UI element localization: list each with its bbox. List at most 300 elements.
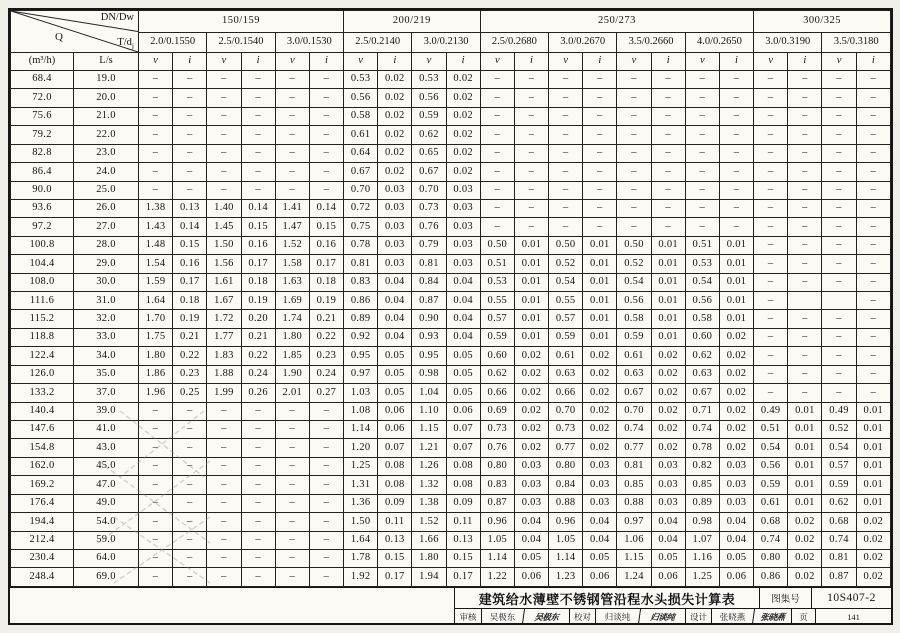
table-cell: 0.02	[378, 71, 412, 89]
table-cell: 0.03	[446, 236, 480, 254]
table-cell: 0.01	[651, 236, 685, 254]
flow-ls-cell: 20.0	[74, 89, 139, 107]
table-cell: –	[549, 181, 583, 199]
table-cell: 0.05	[378, 365, 412, 383]
table-cell: 1.36	[344, 494, 378, 512]
table-cell: 0.02	[856, 568, 890, 587]
i-column-header: i	[514, 53, 548, 71]
table-cell: 0.61	[754, 494, 788, 512]
table-cell: –	[856, 144, 890, 162]
table-cell: –	[549, 218, 583, 236]
table-cell: –	[617, 163, 651, 181]
table-cell: 0.93	[412, 328, 446, 346]
table-cell: 0.02	[446, 126, 480, 144]
table-cell: 1.47	[275, 218, 309, 236]
flow-ls-cell: 22.0	[74, 126, 139, 144]
table-cell: –	[207, 439, 241, 457]
flow-m3h-cell: 115.2	[11, 310, 74, 328]
table-cell: 0.02	[583, 421, 617, 439]
table-cell: –	[241, 126, 275, 144]
table-cell: 0.02	[719, 365, 753, 383]
table-cell: 0.02	[378, 126, 412, 144]
table-cell: –	[309, 476, 343, 494]
table-cell: –	[173, 439, 207, 457]
table-cell: –	[275, 181, 309, 199]
table-cell: –	[275, 568, 309, 587]
table-cell: –	[207, 144, 241, 162]
table-cell: 1.96	[139, 384, 173, 402]
table-cell: –	[139, 402, 173, 420]
table-cell: 0.63	[549, 365, 583, 383]
table-cell: 0.73	[549, 421, 583, 439]
table-cell: 0.56	[617, 292, 651, 310]
table-cell: –	[719, 144, 753, 162]
corner-q-label: Q	[55, 31, 63, 43]
table-cell: 1.25	[685, 568, 719, 587]
table-cell: 1.50	[207, 236, 241, 254]
table-cell: 0.02	[719, 439, 753, 457]
dn-group-header: 200/219	[344, 11, 481, 33]
table-cell: –	[583, 71, 617, 89]
table-cell: 0.02	[719, 328, 753, 346]
flow-ls-cell: 37.0	[74, 384, 139, 402]
table-cell: 0.03	[378, 255, 412, 273]
table-cell: 1.31	[344, 476, 378, 494]
spec-header: 2.0/0.1550	[139, 33, 207, 53]
table-cell: 0.02	[446, 163, 480, 181]
table-cell: 0.11	[446, 513, 480, 531]
table-cell: –	[139, 513, 173, 531]
table-cell: –	[309, 494, 343, 512]
flow-m3h-cell: 126.0	[11, 365, 74, 383]
table-cell: 0.26	[241, 384, 275, 402]
table-cell: 0.02	[514, 384, 548, 402]
flow-m3h-cell: 194.4	[11, 513, 74, 531]
v-column-header: v	[549, 53, 583, 71]
table-cell: 0.11	[378, 513, 412, 531]
table-cell: –	[173, 421, 207, 439]
table-cell: 1.59	[139, 273, 173, 291]
table-cell: 0.01	[788, 476, 822, 494]
table-cell: 0.02	[719, 384, 753, 402]
table-cell: –	[822, 163, 856, 181]
sheet-frame	[8, 8, 893, 625]
table-cell: 1.14	[480, 549, 514, 567]
designer-signature: 张晓燕	[752, 609, 792, 624]
designer-name: 张晓燕	[711, 609, 753, 624]
table-cell: –	[173, 126, 207, 144]
table-cell: –	[617, 218, 651, 236]
table-cell: –	[241, 439, 275, 457]
table-cell: –	[685, 126, 719, 144]
table-cell: 0.61	[617, 347, 651, 365]
table-cell: –	[822, 71, 856, 89]
table-row	[11, 439, 891, 457]
table-cell: –	[207, 568, 241, 587]
table-cell: 0.01	[788, 439, 822, 457]
table-cell: 0.02	[583, 384, 617, 402]
table-cell: –	[719, 107, 753, 125]
flow-m3h-cell: 68.4	[11, 71, 74, 89]
table-cell: –	[719, 199, 753, 217]
v-column-header: v	[754, 53, 788, 71]
table-cell: –	[617, 107, 651, 125]
flow-ls-cell: 28.0	[74, 236, 139, 254]
table-cell: 0.02	[583, 439, 617, 457]
table-cell: –	[241, 494, 275, 512]
table-row	[11, 218, 891, 236]
table-cell: 0.80	[754, 549, 788, 567]
table-cell: 0.59	[412, 107, 446, 125]
table-cell: –	[754, 310, 788, 328]
table-cell: –	[241, 89, 275, 107]
table-cell: 1.72	[207, 310, 241, 328]
table-cell	[788, 292, 822, 310]
table-cell: –	[856, 255, 890, 273]
table-cell: 0.02	[651, 439, 685, 457]
table-cell: 0.04	[583, 513, 617, 531]
table-cell: 0.92	[344, 328, 378, 346]
table-cell: –	[480, 126, 514, 144]
table-cell: –	[241, 71, 275, 89]
table-cell: 0.77	[549, 439, 583, 457]
table-cell: –	[754, 365, 788, 383]
table-cell: –	[139, 568, 173, 587]
table-cell: 0.60	[685, 328, 719, 346]
table-cell: –	[856, 292, 890, 310]
table-cell: –	[685, 144, 719, 162]
table-cell: 0.71	[685, 402, 719, 420]
corner-dn-label: DN/Dw	[100, 12, 134, 23]
table-cell: 0.61	[344, 126, 378, 144]
table-cell: 0.01	[719, 273, 753, 291]
table-cell: –	[788, 71, 822, 89]
table-cell: 0.06	[378, 402, 412, 420]
table-cell: 1.05	[549, 531, 583, 549]
table-cell: –	[275, 457, 309, 475]
table-cell: 0.03	[378, 236, 412, 254]
table-cell: 0.09	[378, 494, 412, 512]
table-cell: –	[856, 89, 890, 107]
table-cell: 0.04	[446, 292, 480, 310]
flow-ls-cell: 24.0	[74, 163, 139, 181]
table-cell: 0.06	[514, 568, 548, 587]
table-cell: 0.02	[583, 347, 617, 365]
table-cell: –	[719, 163, 753, 181]
table-cell: 0.17	[378, 568, 412, 587]
table-cell: –	[856, 126, 890, 144]
table-cell: –	[309, 531, 343, 549]
table-cell: 0.04	[651, 531, 685, 549]
table-cell: 1.70	[139, 310, 173, 328]
table-cell: –	[822, 273, 856, 291]
table-cell: –	[719, 126, 753, 144]
table-cell: –	[139, 71, 173, 89]
table-cell: 0.89	[685, 494, 719, 512]
proofreader-name: 归谈纯	[595, 609, 639, 624]
proofreader-label: 校对	[569, 609, 595, 624]
table-row	[11, 107, 891, 125]
table-cell: 1.08	[344, 402, 378, 420]
table-cell: 0.04	[719, 513, 753, 531]
table-cell: 1.64	[139, 292, 173, 310]
table-cell: 1.21	[412, 439, 446, 457]
table-cell: –	[514, 71, 548, 89]
table-cell: 0.22	[173, 347, 207, 365]
table-cell: –	[480, 181, 514, 199]
table-row	[11, 476, 891, 494]
table-cell: 1.80	[139, 347, 173, 365]
flow-ls-cell: 54.0	[74, 513, 139, 531]
table-cell: 0.02	[719, 421, 753, 439]
table-cell: 0.22	[241, 347, 275, 365]
table-cell: –	[822, 236, 856, 254]
table-cell: 0.01	[514, 255, 548, 273]
table-cell: 0.51	[754, 421, 788, 439]
table-cell: 1.50	[344, 513, 378, 531]
table-cell: –	[788, 236, 822, 254]
table-cell: –	[822, 347, 856, 365]
table-cell: –	[754, 218, 788, 236]
table-cell: 0.50	[549, 236, 583, 254]
table-cell: 0.55	[480, 292, 514, 310]
table-row	[11, 126, 891, 144]
table-cell: 0.19	[309, 292, 343, 310]
table-cell: –	[275, 494, 309, 512]
i-column-header: i	[378, 53, 412, 71]
table-cell: –	[275, 549, 309, 567]
table-cell: 0.01	[651, 292, 685, 310]
spec-header: 3.0/0.1530	[275, 33, 343, 53]
table-cell: –	[856, 347, 890, 365]
table-cell: 0.53	[480, 273, 514, 291]
table-cell: –	[480, 144, 514, 162]
table-cell: –	[275, 107, 309, 125]
table-cell: 0.53	[412, 71, 446, 89]
table-cell: –	[139, 126, 173, 144]
table-cell: –	[754, 199, 788, 217]
flow-m3h-cell: 133.2	[11, 384, 74, 402]
table-cell: –	[685, 107, 719, 125]
flow-m3h-cell: 248.4	[11, 568, 74, 587]
table-cell: 0.49	[822, 402, 856, 420]
table-cell: –	[754, 163, 788, 181]
table-cell: 1.88	[207, 365, 241, 383]
table-cell: –	[549, 107, 583, 125]
flow-m3h-cell: 154.8	[11, 439, 74, 457]
flow-ls-cell: 69.0	[74, 568, 139, 587]
table-cell: 0.54	[549, 273, 583, 291]
designer-label: 设计	[685, 609, 711, 624]
table-cell: –	[275, 126, 309, 144]
table-cell: 0.67	[344, 163, 378, 181]
v-column-header: v	[822, 53, 856, 71]
table-cell: 0.01	[719, 255, 753, 273]
table-cell: 0.50	[480, 236, 514, 254]
table-cell: 1.15	[617, 549, 651, 567]
table-cell: 0.54	[754, 439, 788, 457]
table-cell: 1.40	[207, 199, 241, 217]
flow-m3h-cell: 212.4	[11, 531, 74, 549]
table-cell: –	[139, 494, 173, 512]
table-cell: –	[207, 549, 241, 567]
table-cell: –	[549, 199, 583, 217]
table-cell: 0.02	[446, 71, 480, 89]
table-cell: –	[275, 144, 309, 162]
table-cell: 0.22	[309, 328, 343, 346]
table-cell: –	[788, 126, 822, 144]
table-cell: 0.74	[822, 531, 856, 549]
table-cell: 0.58	[344, 107, 378, 125]
table-cell: 0.15	[378, 549, 412, 567]
table-cell: –	[754, 126, 788, 144]
page-label: 页	[791, 609, 815, 624]
table-cell: 0.03	[446, 218, 480, 236]
table-cell: 0.03	[378, 199, 412, 217]
table-row	[11, 310, 891, 328]
table-cell: 0.60	[480, 347, 514, 365]
i-column-header: i	[856, 53, 890, 71]
table-cell: 1.22	[480, 568, 514, 587]
table-cell: –	[822, 144, 856, 162]
table-cell: –	[207, 513, 241, 531]
table-cell: 0.56	[412, 89, 446, 107]
table-cell: –	[275, 513, 309, 531]
table-cell: 0.87	[480, 494, 514, 512]
table-cell: 0.16	[173, 255, 207, 273]
table-cell: 0.04	[378, 310, 412, 328]
table-cell: 0.01	[788, 421, 822, 439]
table-cell: 0.86	[344, 292, 378, 310]
table-cell: 0.02	[378, 89, 412, 107]
table-cell: 0.04	[378, 292, 412, 310]
spec-header: 2.5/0.2680	[480, 33, 548, 53]
table-cell: 1.66	[412, 531, 446, 549]
table-cell: –	[856, 328, 890, 346]
table-cell: –	[241, 163, 275, 181]
table-cell: 0.01	[788, 494, 822, 512]
table-cell: –	[856, 273, 890, 291]
table-cell: –	[139, 476, 173, 494]
table-cell: 0.17	[173, 273, 207, 291]
flow-ls-cell: 64.0	[74, 549, 139, 567]
table-cell: 0.01	[583, 310, 617, 328]
friction-table	[10, 10, 891, 587]
table-cell: 0.87	[822, 568, 856, 587]
table-cell: –	[754, 292, 788, 310]
table-cell: –	[241, 181, 275, 199]
reviewer-signature: 吴极东	[522, 609, 570, 624]
table-cell: –	[583, 163, 617, 181]
table-cell: 1.63	[275, 273, 309, 291]
table-cell: 1.23	[549, 568, 583, 587]
flow-m3h-cell: 162.0	[11, 457, 74, 475]
table-cell: 0.14	[309, 199, 343, 217]
v-column-header: v	[480, 53, 514, 71]
table-cell: 0.05	[446, 347, 480, 365]
table-cell: 0.05	[514, 549, 548, 567]
table-cell: –	[309, 421, 343, 439]
corner-td-label: $T/d_j$	[117, 37, 134, 51]
table-cell: –	[241, 107, 275, 125]
table-cell: –	[514, 199, 548, 217]
table-row	[11, 181, 891, 199]
i-column-header: i	[173, 53, 207, 71]
table-cell: 0.20	[241, 310, 275, 328]
table-cell: –	[754, 236, 788, 254]
table-cell: –	[856, 218, 890, 236]
table-cell: 0.77	[617, 439, 651, 457]
table-cell: 0.03	[378, 218, 412, 236]
table-cell: 0.15	[241, 218, 275, 236]
table-cell: –	[685, 199, 719, 217]
flow-ls-cell: 34.0	[74, 347, 139, 365]
table-cell: –	[173, 402, 207, 420]
table-cell: 1.52	[275, 236, 309, 254]
table-cell: –	[173, 568, 207, 587]
flow-ls-cell: 43.0	[74, 439, 139, 457]
table-cell: 1.69	[275, 292, 309, 310]
table-cell: 1.78	[344, 549, 378, 567]
table-cell: 0.01	[856, 476, 890, 494]
table-cell: 1.38	[139, 199, 173, 217]
table-cell: 1.06	[617, 531, 651, 549]
flow-m3h-cell: 75.6	[11, 107, 74, 125]
table-cell: –	[583, 218, 617, 236]
table-cell: 0.54	[822, 439, 856, 457]
table-cell: 0.02	[651, 365, 685, 383]
table-cell: –	[139, 549, 173, 567]
table-cell: 1.24	[617, 568, 651, 587]
flow-m3h-cell: 97.2	[11, 218, 74, 236]
table-cell: –	[514, 218, 548, 236]
table-cell: 0.52	[549, 255, 583, 273]
table-cell: –	[241, 568, 275, 587]
table-cell: 0.75	[344, 218, 378, 236]
table-cell: 1.64	[344, 531, 378, 549]
table-cell: 0.73	[480, 421, 514, 439]
table-cell: 0.02	[651, 421, 685, 439]
table-cell: 1.86	[139, 365, 173, 383]
table-cell: 0.96	[549, 513, 583, 531]
table-cell: 0.01	[514, 273, 548, 291]
table-cell: 0.57	[480, 310, 514, 328]
table-cell: –	[309, 144, 343, 162]
table-cell: 0.70	[412, 181, 446, 199]
v-column-header: v	[275, 53, 309, 71]
table-cell: –	[856, 199, 890, 217]
table-cell: 0.57	[549, 310, 583, 328]
table-cell: 0.98	[685, 513, 719, 531]
table-cell: 0.14	[241, 199, 275, 217]
table-cell: 0.02	[583, 365, 617, 383]
i-column-header: i	[719, 53, 753, 71]
table-cell: –	[309, 402, 343, 420]
table-cell: 0.76	[412, 218, 446, 236]
table-cell: –	[207, 89, 241, 107]
table-cell: –	[754, 144, 788, 162]
table-cell: –	[788, 328, 822, 346]
flow-m3h-cell: 82.8	[11, 144, 74, 162]
table-cell: 0.04	[446, 310, 480, 328]
table-cell: 0.04	[651, 513, 685, 531]
i-column-header: i	[788, 53, 822, 71]
table-cell: 0.17	[241, 255, 275, 273]
table-cell: –	[822, 328, 856, 346]
table-cell: –	[651, 71, 685, 89]
table-cell: –	[480, 218, 514, 236]
flow-m3h-cell: 147.6	[11, 421, 74, 439]
